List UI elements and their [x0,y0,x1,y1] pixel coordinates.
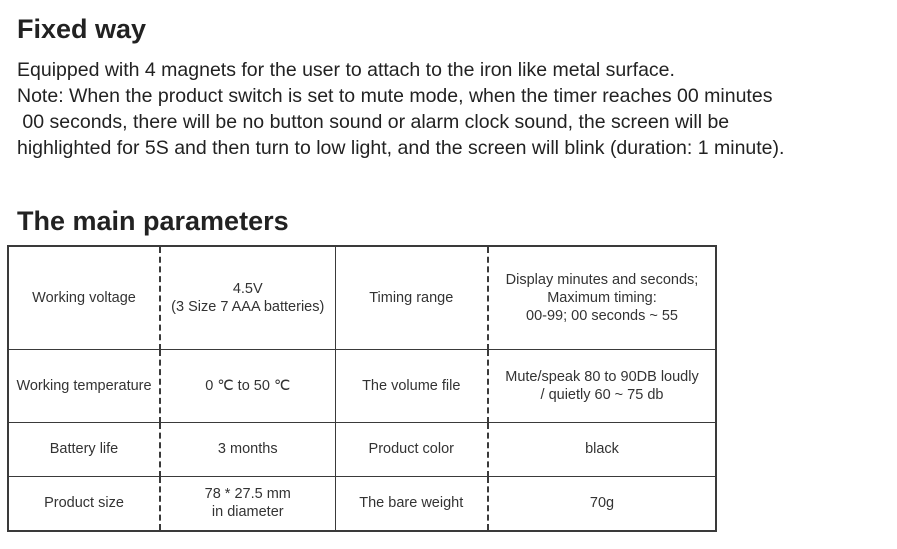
param-value: 78 * 27.5 mm in diameter [160,476,335,531]
param-value: 70g [488,476,716,531]
parameters-table [7,245,717,532]
param-label: The volume file [335,349,488,422]
param-label: Timing range [335,246,488,349]
param-label: Working voltage [8,246,160,349]
description-line: Equipped with 4 magnets for the user to attach to the iron like metal surface. [17,59,675,81]
table-row [8,476,716,531]
section-title-fixed-way: Fixed way [17,14,147,44]
param-value: Mute/speak 80 to 90DB loudly / quietly 60 ~ 75 db [488,349,716,422]
description-line: 00 seconds, there will be no button sound or alarm clock sound, the screen will be [17,111,730,133]
section-title-main-parameters: The main parameters [17,206,289,236]
param-label: Working temperature [8,349,160,422]
description-line: Note: When the product switch is set to mute mode, when the timer reaches 00 minutes [17,85,773,107]
param-value: 4.5V (3 Size 7 AAA batteries) [160,246,335,349]
param-value: 3 months [160,422,335,476]
table-row [8,349,716,422]
param-value: Display minutes and seconds; Maximum timing: 00-99; 00 seconds ~ 55 [488,246,716,349]
param-label: Battery life [8,422,160,476]
table-row [8,246,716,349]
param-value: 0 ℃ to 50 ℃ [160,349,335,422]
fixed-way-description [17,57,892,161]
description-line: highlighted for 5S and then turn to low light, and the screen will blink (duration: 1 minute). [17,137,785,159]
table-row [8,422,716,476]
param-value: black [488,422,716,476]
param-label: Product size [8,476,160,531]
param-label: The bare weight [335,476,488,531]
param-label: Product color [335,422,488,476]
